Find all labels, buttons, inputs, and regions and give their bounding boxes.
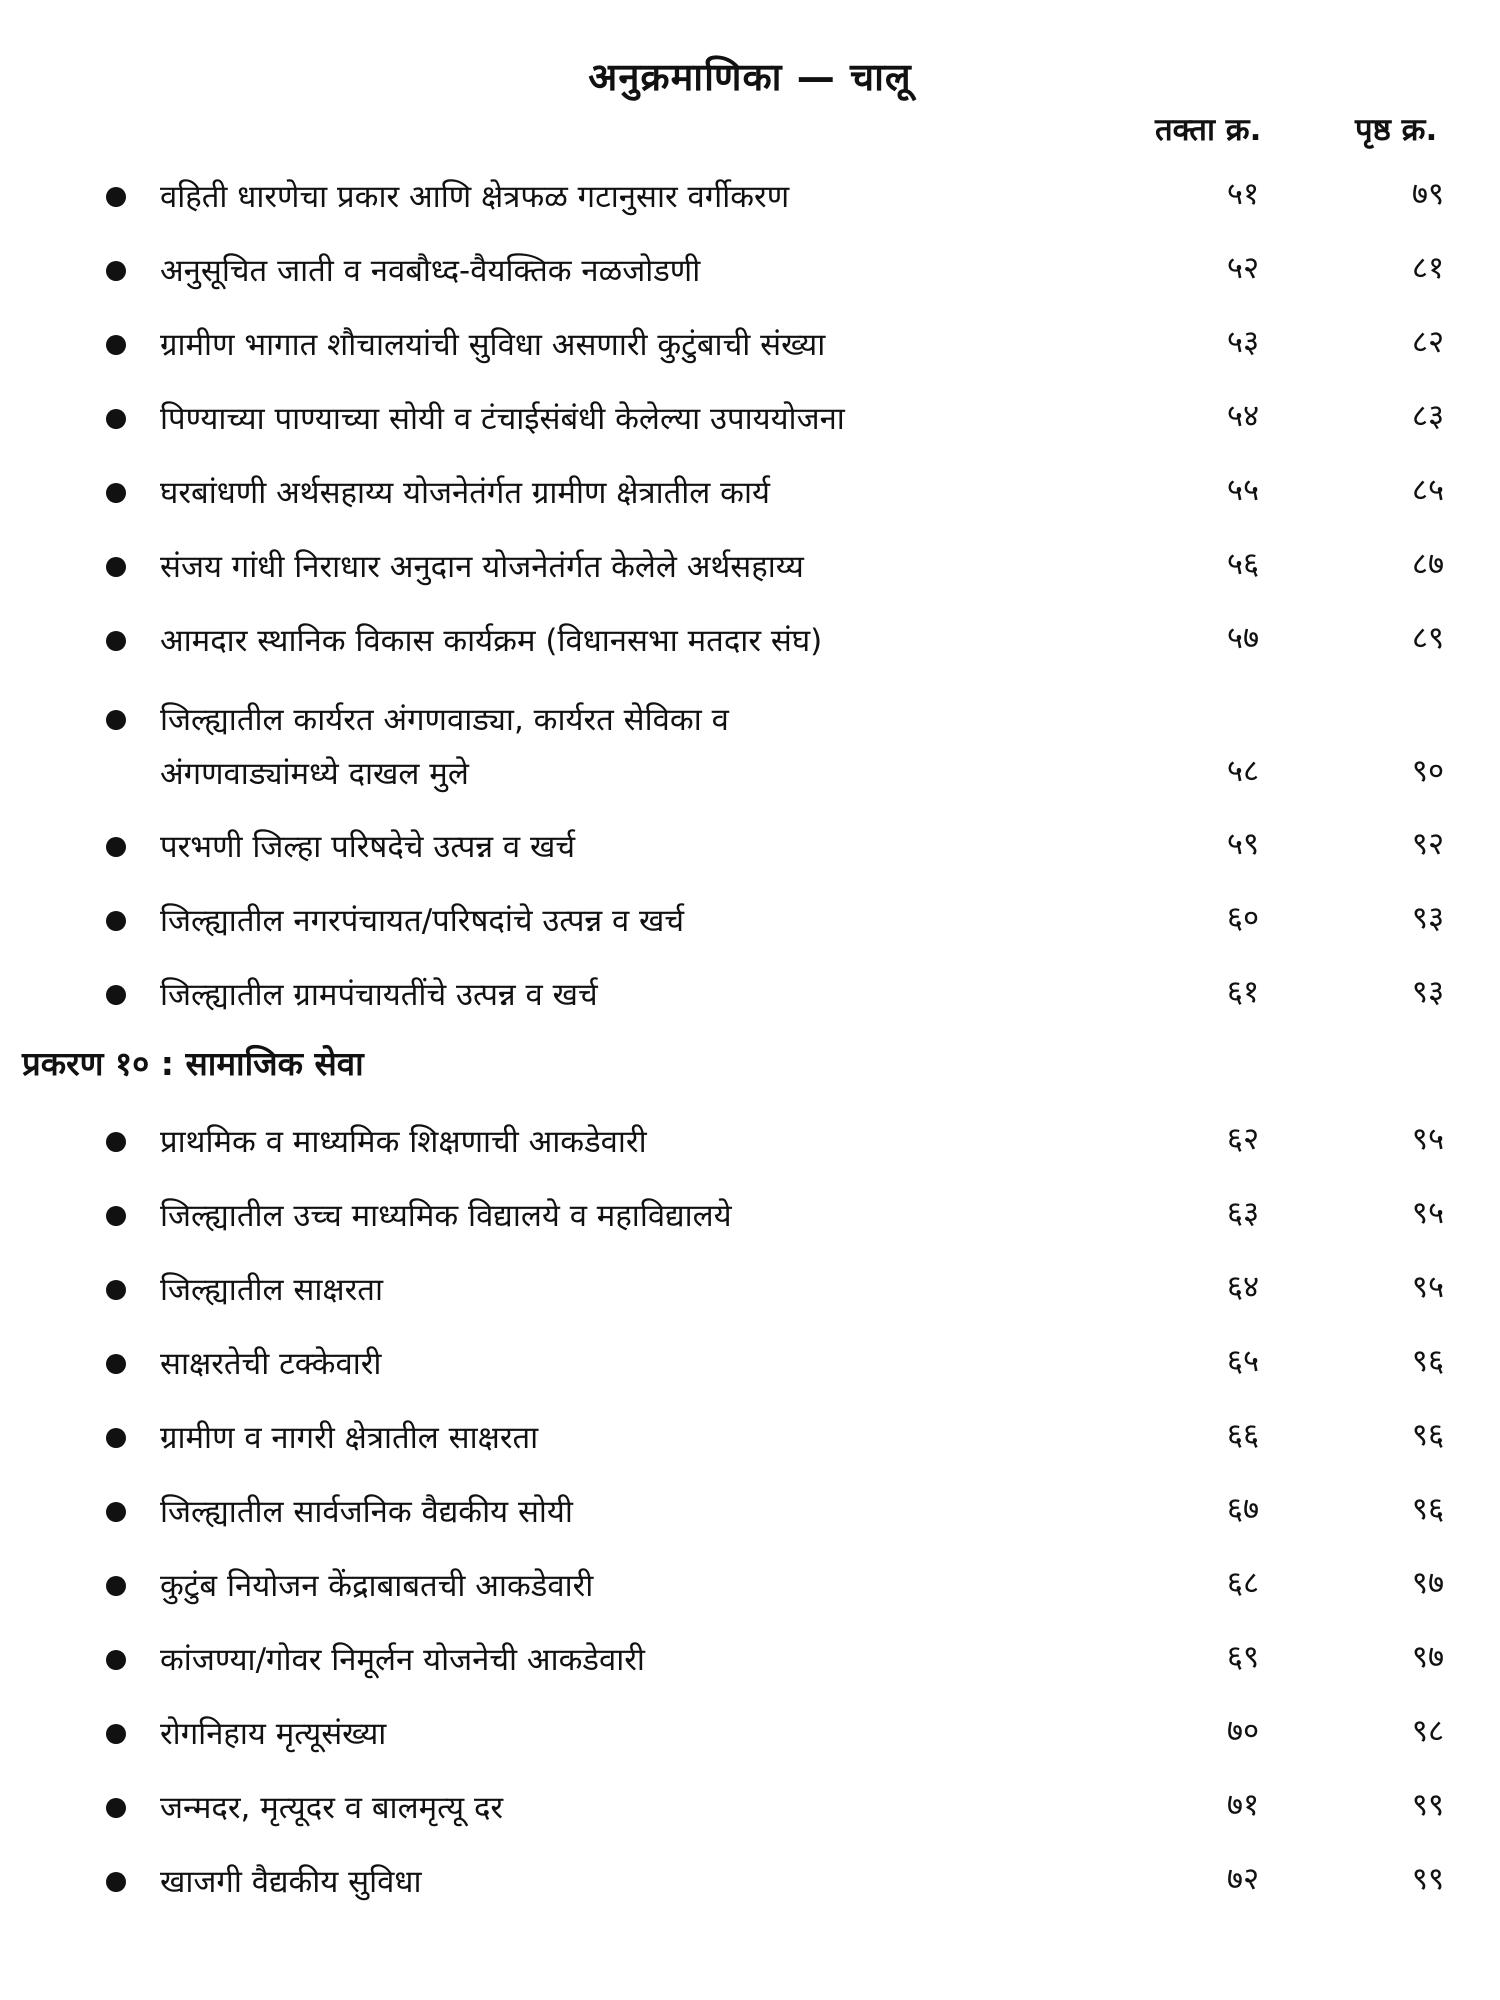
index-row[interactable] — [0, 313, 1500, 363]
page-number: ७९ — [1411, 176, 1445, 212]
index-row[interactable] — [0, 461, 1500, 511]
index-row-continuation[interactable] — [0, 742, 1500, 792]
table-number: ५२ — [1226, 250, 1260, 286]
table-number: ५९ — [1226, 826, 1260, 862]
row-title: रोगनिहाय मृत्यूसंख्या — [160, 1716, 387, 1752]
bullet-icon — [106, 1502, 126, 1522]
row-title: जिल्ह्यातील साक्षरता — [160, 1272, 383, 1308]
table-number: ६३ — [1226, 1195, 1260, 1231]
bullet-icon — [106, 710, 126, 730]
section-heading: प्रकरण १० : सामाजिक सेवा — [22, 1044, 364, 1083]
table-number: ५३ — [1226, 324, 1260, 360]
index-row[interactable] — [0, 1776, 1500, 1826]
index-row[interactable] — [0, 1184, 1500, 1234]
bullet-icon — [106, 1132, 126, 1152]
bullet-icon — [106, 409, 126, 429]
index-row[interactable] — [0, 1850, 1500, 1900]
index-row[interactable] — [0, 1702, 1500, 1752]
table-number: ६२ — [1226, 1121, 1260, 1157]
bullet-icon — [106, 1872, 126, 1892]
page-number: ९९ — [1411, 1787, 1445, 1823]
index-row[interactable] — [0, 688, 1500, 738]
bullet-icon — [106, 911, 126, 931]
page-number: ९६ — [1411, 1343, 1445, 1379]
page-number: ९५ — [1411, 1121, 1445, 1157]
bullet-icon — [106, 1576, 126, 1596]
column-header-table-no: तक्ता क्र. — [1155, 112, 1262, 148]
bullet-icon — [106, 1428, 126, 1448]
page-number: ८५ — [1411, 472, 1445, 508]
index-row[interactable] — [0, 1628, 1500, 1678]
page-number: ८१ — [1411, 250, 1445, 286]
row-title: आमदार स्थानिक विकास कार्यक्रम (विधानसभा मतदार संघ) — [160, 623, 823, 659]
table-number: ७१ — [1226, 1787, 1260, 1823]
bullet-icon — [106, 1280, 126, 1300]
table-number: ५१ — [1226, 176, 1260, 212]
row-title: प्राथमिक व माध्यमिक शिक्षणाची आकडेवारी — [160, 1124, 647, 1160]
table-number: ६६ — [1226, 1417, 1260, 1453]
page-number: ९० — [1411, 753, 1445, 789]
index-row[interactable] — [0, 1110, 1500, 1160]
index-row[interactable] — [0, 1258, 1500, 1308]
index-row[interactable] — [0, 239, 1500, 289]
row-title: जिल्ह्यातील ग्रामपंचायतींचे उत्पन्न व खर्च — [160, 977, 598, 1013]
row-title: ग्रामीण भागात शौचालयांची सुविधा असणारी कुटुंबाची संख्या — [160, 327, 826, 363]
page-title: अनुक्रमाणिका — चालू — [588, 55, 912, 99]
bullet-icon — [106, 483, 126, 503]
page-number: ८३ — [1411, 398, 1445, 434]
table-number: ६१ — [1226, 974, 1260, 1010]
index-row[interactable] — [0, 1554, 1500, 1604]
index-row[interactable] — [0, 1332, 1500, 1382]
row-title: पिण्याच्या पाण्याच्या सोयी व टंचाईसंबंधी केलेल्या उपाययोजना — [160, 401, 845, 437]
bullet-icon — [106, 187, 126, 207]
page-number: ९२ — [1411, 826, 1445, 862]
table-number: ६० — [1226, 900, 1260, 936]
page-number: ८९ — [1411, 620, 1445, 656]
table-number: ५५ — [1226, 472, 1260, 508]
bullet-icon — [106, 1724, 126, 1744]
bullet-icon — [106, 837, 126, 857]
table-number: ५७ — [1226, 620, 1260, 656]
row-title: घरबांधणी अर्थसहाय्य योजनेतंर्गत ग्रामीण क्षेत्रातील कार्य — [160, 475, 770, 511]
table-number: ६४ — [1226, 1269, 1260, 1305]
bullet-icon — [106, 985, 126, 1005]
row-title: कांजण्या/गोवर निमूर्लन योजनेची आकडेवारी — [160, 1642, 645, 1678]
table-number: ७२ — [1226, 1861, 1260, 1897]
page-number: ९३ — [1411, 900, 1445, 936]
bullet-icon — [106, 631, 126, 651]
page-number: ९८ — [1411, 1713, 1445, 1749]
row-title: वहिती धारणेचा प्रकार आणि क्षेत्रफळ गटानुसार वर्गीकरण — [160, 179, 790, 215]
page-number: ९७ — [1411, 1565, 1445, 1601]
page-number: ९९ — [1411, 1861, 1445, 1897]
page-number: ८७ — [1411, 546, 1445, 582]
row-title: संजय गांधी निराधार अनुदान योजनेतंर्गत केलेले अर्थसहाय्य — [160, 549, 804, 585]
table-number: ५६ — [1226, 546, 1260, 582]
row-title: जिल्ह्यातील उच्च माध्यमिक विद्यालये व महाविद्यालये — [160, 1198, 732, 1234]
bullet-icon — [106, 335, 126, 355]
table-number: ५८ — [1226, 753, 1260, 789]
index-row[interactable] — [0, 963, 1500, 1013]
page-number: ९७ — [1411, 1639, 1445, 1675]
row-title-line2: अंगणवाड्यांमध्ये दाखल मुले — [160, 756, 469, 792]
page-number: ९६ — [1411, 1417, 1445, 1453]
table-number: ७० — [1226, 1713, 1260, 1749]
bullet-icon — [106, 261, 126, 281]
table-number: ६५ — [1226, 1343, 1260, 1379]
row-title: खाजगी वैद्यकीय सुविधा — [160, 1864, 422, 1900]
row-title: ग्रामीण व नागरी क्षेत्रातील साक्षरता — [160, 1420, 539, 1456]
index-row[interactable] — [0, 387, 1500, 437]
bullet-icon — [106, 1206, 126, 1226]
page-number: ९६ — [1411, 1491, 1445, 1527]
page-number: ९५ — [1411, 1269, 1445, 1305]
row-title: जिल्ह्यातील सार्वजनिक वैद्यकीय सोयी — [160, 1494, 573, 1530]
bullet-icon — [106, 1798, 126, 1818]
row-title: साक्षरतेची टक्केवारी — [160, 1346, 382, 1382]
row-title: अनुसूचित जाती व नवबौध्द-वैयक्तिक नळजोडणी — [160, 253, 701, 289]
page-number: ९३ — [1411, 974, 1445, 1010]
table-number: ६८ — [1226, 1565, 1260, 1601]
row-title: कुटुंब नियोजन केंद्राबाबतची आकडेवारी — [160, 1568, 594, 1604]
index-row[interactable] — [0, 165, 1500, 215]
table-number: ६९ — [1226, 1639, 1260, 1675]
row-title: जन्मदर, मृत्यूदर व बालमृत्यू दर — [160, 1790, 504, 1826]
bullet-icon — [106, 1354, 126, 1374]
table-number: ५४ — [1226, 398, 1260, 434]
index-row[interactable] — [0, 1480, 1500, 1530]
row-title: परभणी जिल्हा परिषदेचे उत्पन्न व खर्च — [160, 829, 576, 865]
row-title: जिल्ह्यातील नगरपंचायत/परिषदांचे उत्पन्न व खर्च — [160, 903, 685, 939]
index-row[interactable] — [0, 889, 1500, 939]
column-header-page-no: पृष्ठ क्र. — [1355, 112, 1438, 148]
row-title-line1: जिल्ह्यातील कार्यरत अंगणवाड्या, कार्यरत सेविका व — [160, 702, 729, 738]
bullet-icon — [106, 557, 126, 577]
page-number: ८२ — [1411, 324, 1445, 360]
page-number: ९५ — [1411, 1195, 1445, 1231]
index-row[interactable] — [0, 1406, 1500, 1456]
index-row[interactable] — [0, 815, 1500, 865]
table-number: ६७ — [1226, 1491, 1260, 1527]
index-row[interactable] — [0, 609, 1500, 659]
bullet-icon — [106, 1650, 126, 1670]
index-row[interactable] — [0, 535, 1500, 585]
